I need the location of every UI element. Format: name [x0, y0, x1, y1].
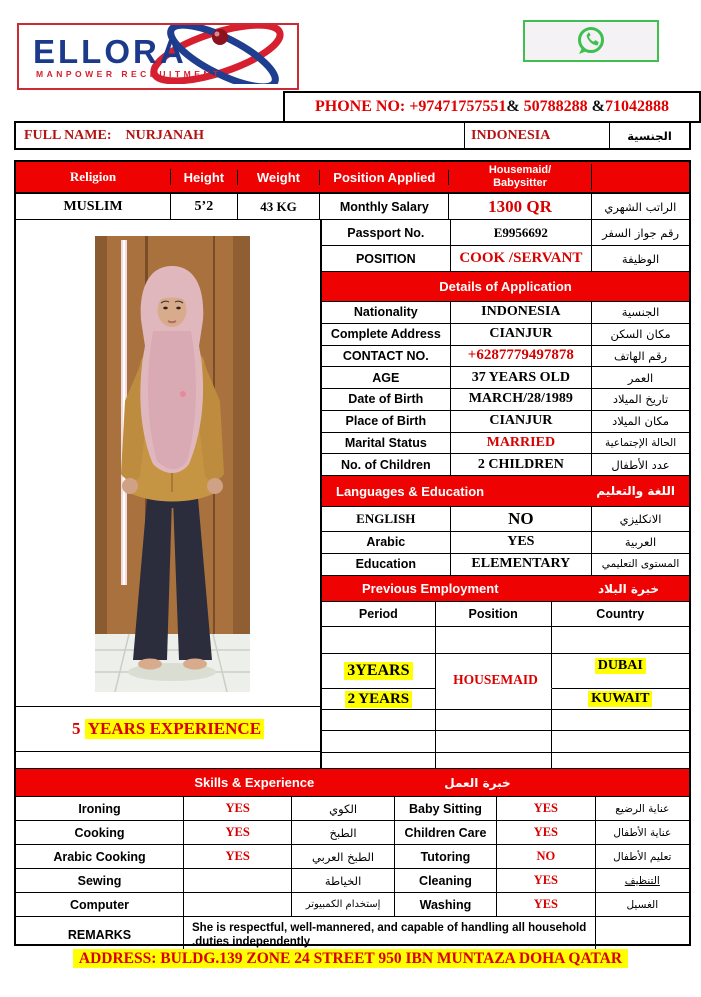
- full-name-value: NURJANAH: [125, 127, 205, 143]
- passport-arabic: رقم جواز السفر: [602, 225, 679, 240]
- position-arabic: الوظيفة: [621, 251, 660, 266]
- field-label: AGE: [322, 367, 451, 388]
- company-logo: [17, 23, 299, 90]
- employment-position-value: HOUSEMAID: [453, 672, 538, 687]
- skill-value: YES: [497, 821, 595, 844]
- skill-label: Cleaning: [395, 869, 497, 892]
- table-row: [322, 346, 689, 368]
- whatsapp-button[interactable]: [523, 20, 659, 62]
- table-row: [322, 367, 689, 389]
- skill-value: YES: [184, 845, 292, 868]
- field-label: Education: [322, 554, 451, 575]
- skill-arabic: تعليم الأطفال: [613, 850, 672, 863]
- skills-section-header: Skills & Experience خبرة العمل: [16, 768, 689, 797]
- weight-header: Weight: [238, 170, 321, 185]
- skill-label: Cooking: [16, 821, 184, 844]
- skill-value: NO: [497, 845, 595, 868]
- field-value: +6287779497878: [451, 346, 592, 367]
- religion-value: MUSLIM: [16, 194, 171, 219]
- field-value: MARCH/28/1989: [451, 389, 592, 410]
- position-value: COOK /SERVANT: [451, 246, 592, 271]
- main-table: [14, 160, 691, 946]
- logo-dot-icon: [212, 29, 228, 45]
- skill-label: Washing: [395, 893, 497, 916]
- details-section-header: Details of Application: [322, 272, 689, 302]
- phone-number: PHONE NO: +97471757551: [315, 98, 507, 115]
- field-arabic: الجنسية: [621, 305, 660, 320]
- position-applied-value: Housemaid/ Babysitter: [449, 164, 591, 190]
- position-label: POSITION: [322, 246, 451, 271]
- employment-period: 3YEARS: [344, 662, 412, 680]
- table-row: [322, 389, 689, 411]
- profile-header-row: [16, 162, 689, 194]
- skill-arabic: الغسيل: [626, 898, 659, 911]
- nationality-arabic-cell: الجنسية: [627, 128, 672, 143]
- skill-label: Computer: [16, 893, 184, 916]
- footer-address: ADDRESS: BULDG.139 ZONE 24 STREET 950 IBN MUNTAZA DOHA QATAR: [0, 950, 701, 968]
- full-name-label: FULL NAME:: [24, 127, 112, 143]
- employment-header-row: [322, 602, 689, 627]
- field-label: No. of Children: [322, 454, 451, 475]
- weight-value: 43 KG: [238, 194, 321, 219]
- languages-section-header: Languages & Education اللغة والتعليم: [322, 475, 689, 507]
- passport-row: [322, 220, 689, 246]
- languages-rows: [322, 507, 689, 575]
- field-arabic: مكان الميلاد: [612, 414, 669, 429]
- remarks-text: She is respectful, well-mannered, and capable of handling all household .duties independently: [184, 917, 596, 953]
- employment-section-header: Previous Employment خبرة البلاد: [322, 575, 689, 602]
- country-header: Country: [596, 607, 645, 621]
- field-arabic: العمر: [627, 370, 654, 385]
- skill-label: Sewing: [16, 869, 184, 892]
- salary-label: Monthly Salary: [320, 194, 449, 219]
- remarks-empty-cell: [596, 917, 689, 953]
- field-value: 2 CHILDREN: [451, 454, 592, 475]
- brand-tagline: MANPOWER RECRUITMENT: [36, 69, 222, 79]
- skill-value: YES: [497, 893, 595, 916]
- skill-label: Baby Sitting: [395, 797, 497, 820]
- field-value: INDONESIA: [451, 302, 592, 323]
- field-arabic: عدد الأطفال: [611, 457, 670, 472]
- field-arabic: العربية: [624, 535, 657, 550]
- skill-value: YES: [497, 797, 595, 820]
- employment-country: KUWAIT: [588, 691, 652, 707]
- religion-header: Religion: [16, 169, 171, 185]
- salary-value: 1300 QR: [449, 194, 591, 219]
- skill-label: Arabic Cooking: [16, 845, 184, 868]
- field-value: ELEMENTARY: [451, 554, 592, 575]
- table-row: [16, 821, 689, 845]
- table-row: [16, 869, 689, 893]
- table-row: [322, 433, 689, 455]
- experience-text: YEARS EXPERIENCE: [85, 719, 264, 739]
- field-label: Arabic: [322, 532, 451, 552]
- field-arabic: تاريخ الميلاد: [612, 392, 669, 407]
- skill-value: [184, 869, 292, 892]
- table-row: [322, 731, 689, 753]
- remarks-label: REMARKS: [16, 917, 184, 953]
- skill-arabic: الطبخ: [292, 821, 394, 844]
- field-value: NO: [451, 507, 592, 531]
- table-row: [322, 627, 689, 654]
- brand-name: ELLORA: [33, 33, 187, 70]
- full-name-row: [14, 121, 691, 150]
- field-arabic: الانكليزي: [619, 512, 662, 527]
- position-applied-header: Position Applied: [320, 170, 449, 185]
- employment-country: DUBAI: [595, 658, 646, 674]
- field-label: Marital Status: [322, 433, 451, 454]
- nationality-cell: INDONESIA: [465, 123, 610, 148]
- remarks-row: [16, 917, 689, 953]
- field-label: Nationality: [322, 302, 451, 323]
- field-arabic: مكان السكن: [610, 327, 671, 342]
- photo-cell: [16, 220, 322, 707]
- experience-number: 5: [71, 719, 85, 738]
- table-row: [322, 411, 689, 433]
- skill-arabic: الكوي: [292, 797, 394, 820]
- field-label: Place of Birth: [322, 411, 451, 432]
- ellora-logo-graphic: [19, 25, 293, 84]
- skill-label: Tutoring: [395, 845, 497, 868]
- field-value: MARRIED: [451, 433, 592, 454]
- details-rows: [322, 302, 689, 475]
- skill-value: YES: [497, 869, 595, 892]
- field-arabic: المستوى التعليمي: [601, 558, 680, 571]
- skill-value: YES: [184, 821, 292, 844]
- profile-values-row: [16, 194, 689, 220]
- table-row: [322, 554, 689, 575]
- skill-arabic: الطبخ العربي: [292, 845, 394, 868]
- field-value: 37 YEARS OLD: [451, 367, 592, 388]
- height-value: 5’2: [171, 194, 238, 219]
- field-arabic: الحالة الإجتماعية: [604, 436, 677, 449]
- table-row: [322, 324, 689, 346]
- table-row: [16, 797, 689, 821]
- field-label: CONTACT NO.: [322, 346, 451, 367]
- skill-arabic: عناية الرضيع: [615, 802, 670, 815]
- table-row: [322, 710, 689, 731]
- full-name-cell: [16, 123, 465, 148]
- field-label: Date of Birth: [322, 389, 451, 410]
- salary-arabic: الراتب الشهري: [604, 199, 677, 214]
- left-empty-strip: [16, 752, 322, 768]
- table-row: [322, 302, 689, 324]
- position-header: Position: [436, 602, 552, 626]
- passport-value: E9956692: [451, 220, 592, 245]
- table-row: [16, 893, 689, 917]
- table-row: [322, 532, 689, 553]
- skills-rows: [16, 797, 689, 953]
- table-row: [16, 845, 689, 869]
- field-value: CIANJUR: [451, 324, 592, 345]
- skill-arabic: الخياطة: [292, 869, 394, 892]
- field-arabic: رقم الهاتف: [614, 348, 668, 363]
- field-label: ENGLISH: [322, 507, 451, 531]
- table-row: [322, 454, 689, 475]
- height-header: Height: [171, 170, 238, 185]
- candidate-photo: [95, 236, 250, 692]
- field-label: Complete Address: [322, 324, 451, 345]
- skill-value: YES: [184, 797, 292, 820]
- skill-arabic: إستخدام الكمبيوتر: [292, 893, 394, 916]
- field-value: CIANJUR: [451, 411, 592, 432]
- skill-arabic: التنظيف: [624, 874, 660, 887]
- phone-number-bar: PHONE NO: +97471757551 & 50788288 & 71042888: [283, 91, 701, 123]
- table-row: [322, 507, 689, 532]
- experience-summary: [16, 707, 322, 752]
- skill-value: [184, 893, 292, 916]
- employment-period: 2 YEARS: [345, 691, 413, 708]
- whatsapp-icon: [573, 25, 609, 57]
- skill-label: Children Care: [395, 821, 497, 844]
- skill-label: Ironing: [16, 797, 184, 820]
- field-value: YES: [451, 532, 592, 552]
- position-row: [322, 246, 689, 272]
- employment-body: [322, 627, 689, 768]
- period-header: Period: [322, 602, 436, 626]
- passport-label: Passport No.: [322, 220, 451, 245]
- skill-arabic: عناية الأطفال: [613, 826, 672, 839]
